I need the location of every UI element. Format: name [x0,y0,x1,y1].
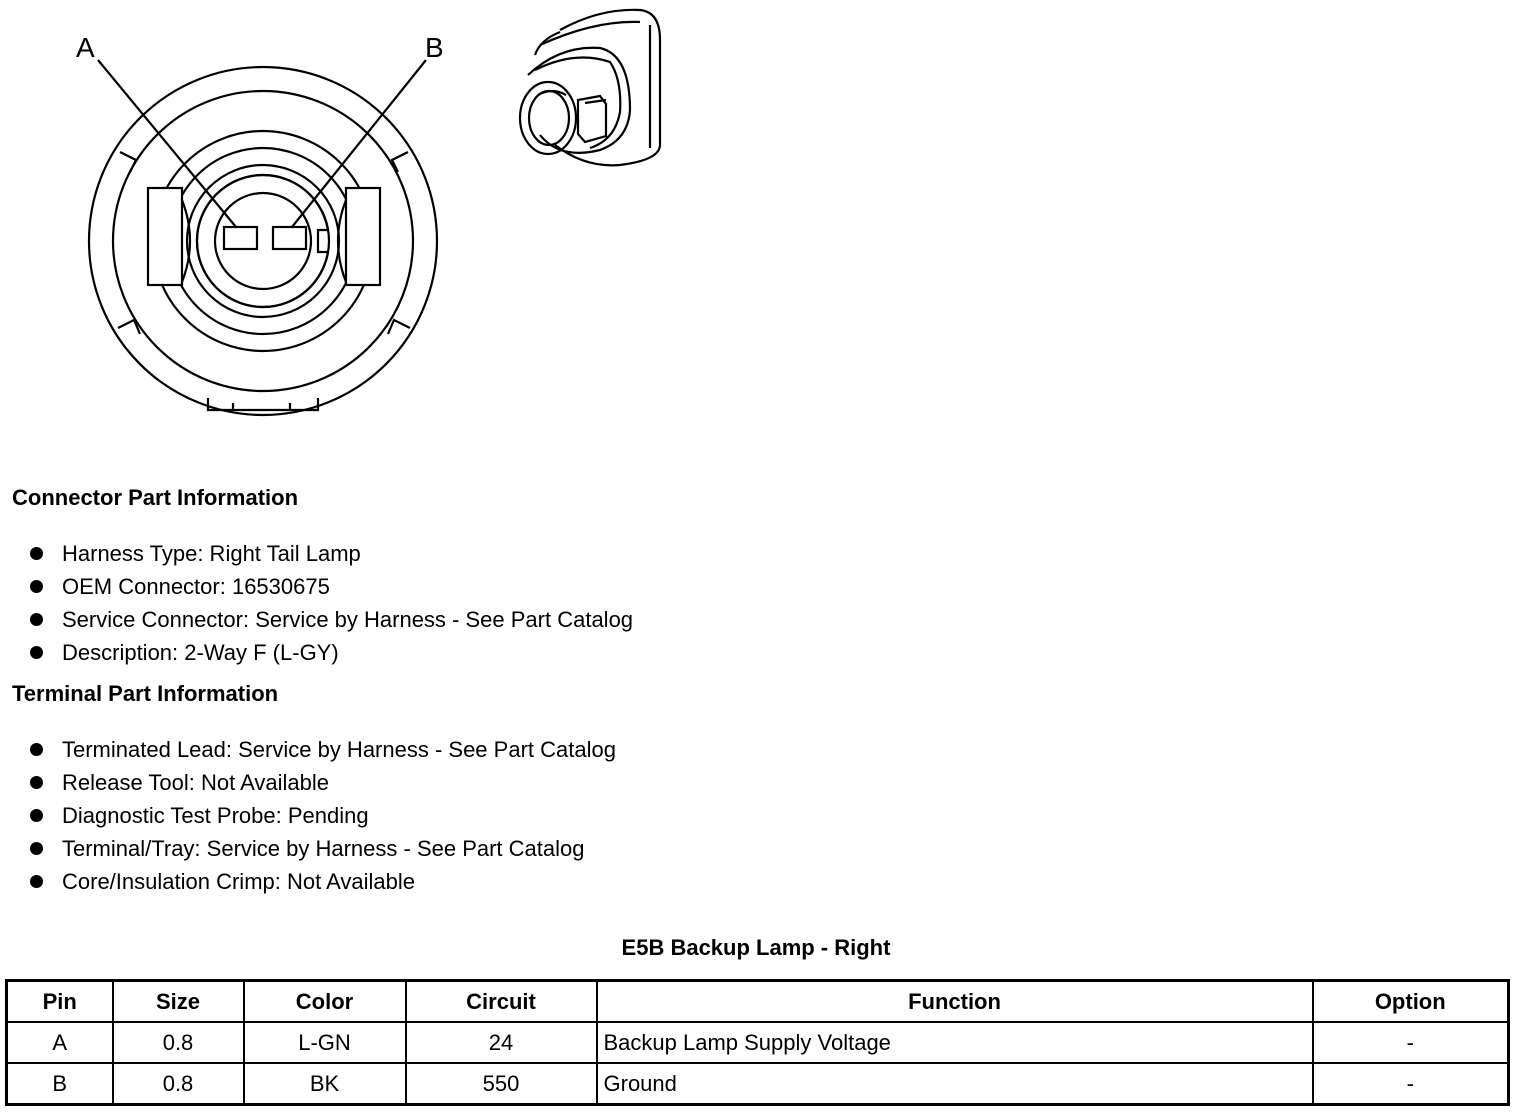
header-pin: Pin [7,981,113,1023]
connector-info-list [30,537,633,669]
pin-table [5,979,1510,1106]
cell-pin: B [7,1063,113,1105]
list-item: Terminated Lead: Service by Harness - See Part Catalog [30,733,616,766]
table-header-row [7,981,1509,1023]
bullet-icon [30,646,43,659]
bullet-icon [30,743,43,756]
cell-color: BK [244,1063,406,1105]
list-item: Description: 2-Way F (L-GY) [30,636,633,669]
cell-circuit: 550 [406,1063,597,1105]
bullet-icon [30,809,43,822]
header-color: Color [244,981,406,1023]
cell-circuit: 24 [406,1022,597,1063]
header-function: Function [597,981,1313,1023]
cell-size: 0.8 [113,1022,244,1063]
list-item: Service Connector: Service by Harness - See Part Catalog [30,603,633,636]
callout-a: A [76,32,95,63]
list-item: Diagnostic Test Probe: Pending [30,799,616,832]
table-row [7,1063,1509,1105]
header-size: Size [113,981,244,1023]
list-item: Harness Type: Right Tail Lamp [30,537,633,570]
cell-pin: A [7,1022,113,1063]
terminal-info-title: Terminal Part Information [12,681,279,706]
connector-diagram [0,0,700,430]
list-item: Terminal/Tray: Service by Harness - See Part Catalog [30,832,616,865]
bullet-icon [30,580,43,593]
list-item: OEM Connector: 16530675 [30,570,633,603]
cell-option: - [1313,1022,1509,1063]
connector-iso-view [520,10,660,166]
list-item: Core/Insulation Crimp: Not Available [30,865,616,898]
cell-option: - [1313,1063,1509,1105]
cell-size: 0.8 [113,1063,244,1105]
terminal-info-list [30,733,616,898]
connector-info-title: Connector Part Information [12,485,299,510]
header-option: Option [1313,981,1509,1023]
table-title: E5B Backup Lamp - Right [621,935,891,960]
header-circuit: Circuit [406,981,597,1023]
cell-color: L-GN [244,1022,406,1063]
table-row [7,1022,1509,1063]
cell-function: Backup Lamp Supply Voltage [597,1022,1313,1063]
bullet-icon [30,776,43,789]
bullet-icon [30,547,43,560]
callout-b: B [425,32,444,63]
bullet-icon [30,842,43,855]
list-item: Release Tool: Not Available [30,766,616,799]
cell-function: Ground [597,1063,1313,1105]
bullet-icon [30,613,43,626]
bullet-icon [30,875,43,888]
